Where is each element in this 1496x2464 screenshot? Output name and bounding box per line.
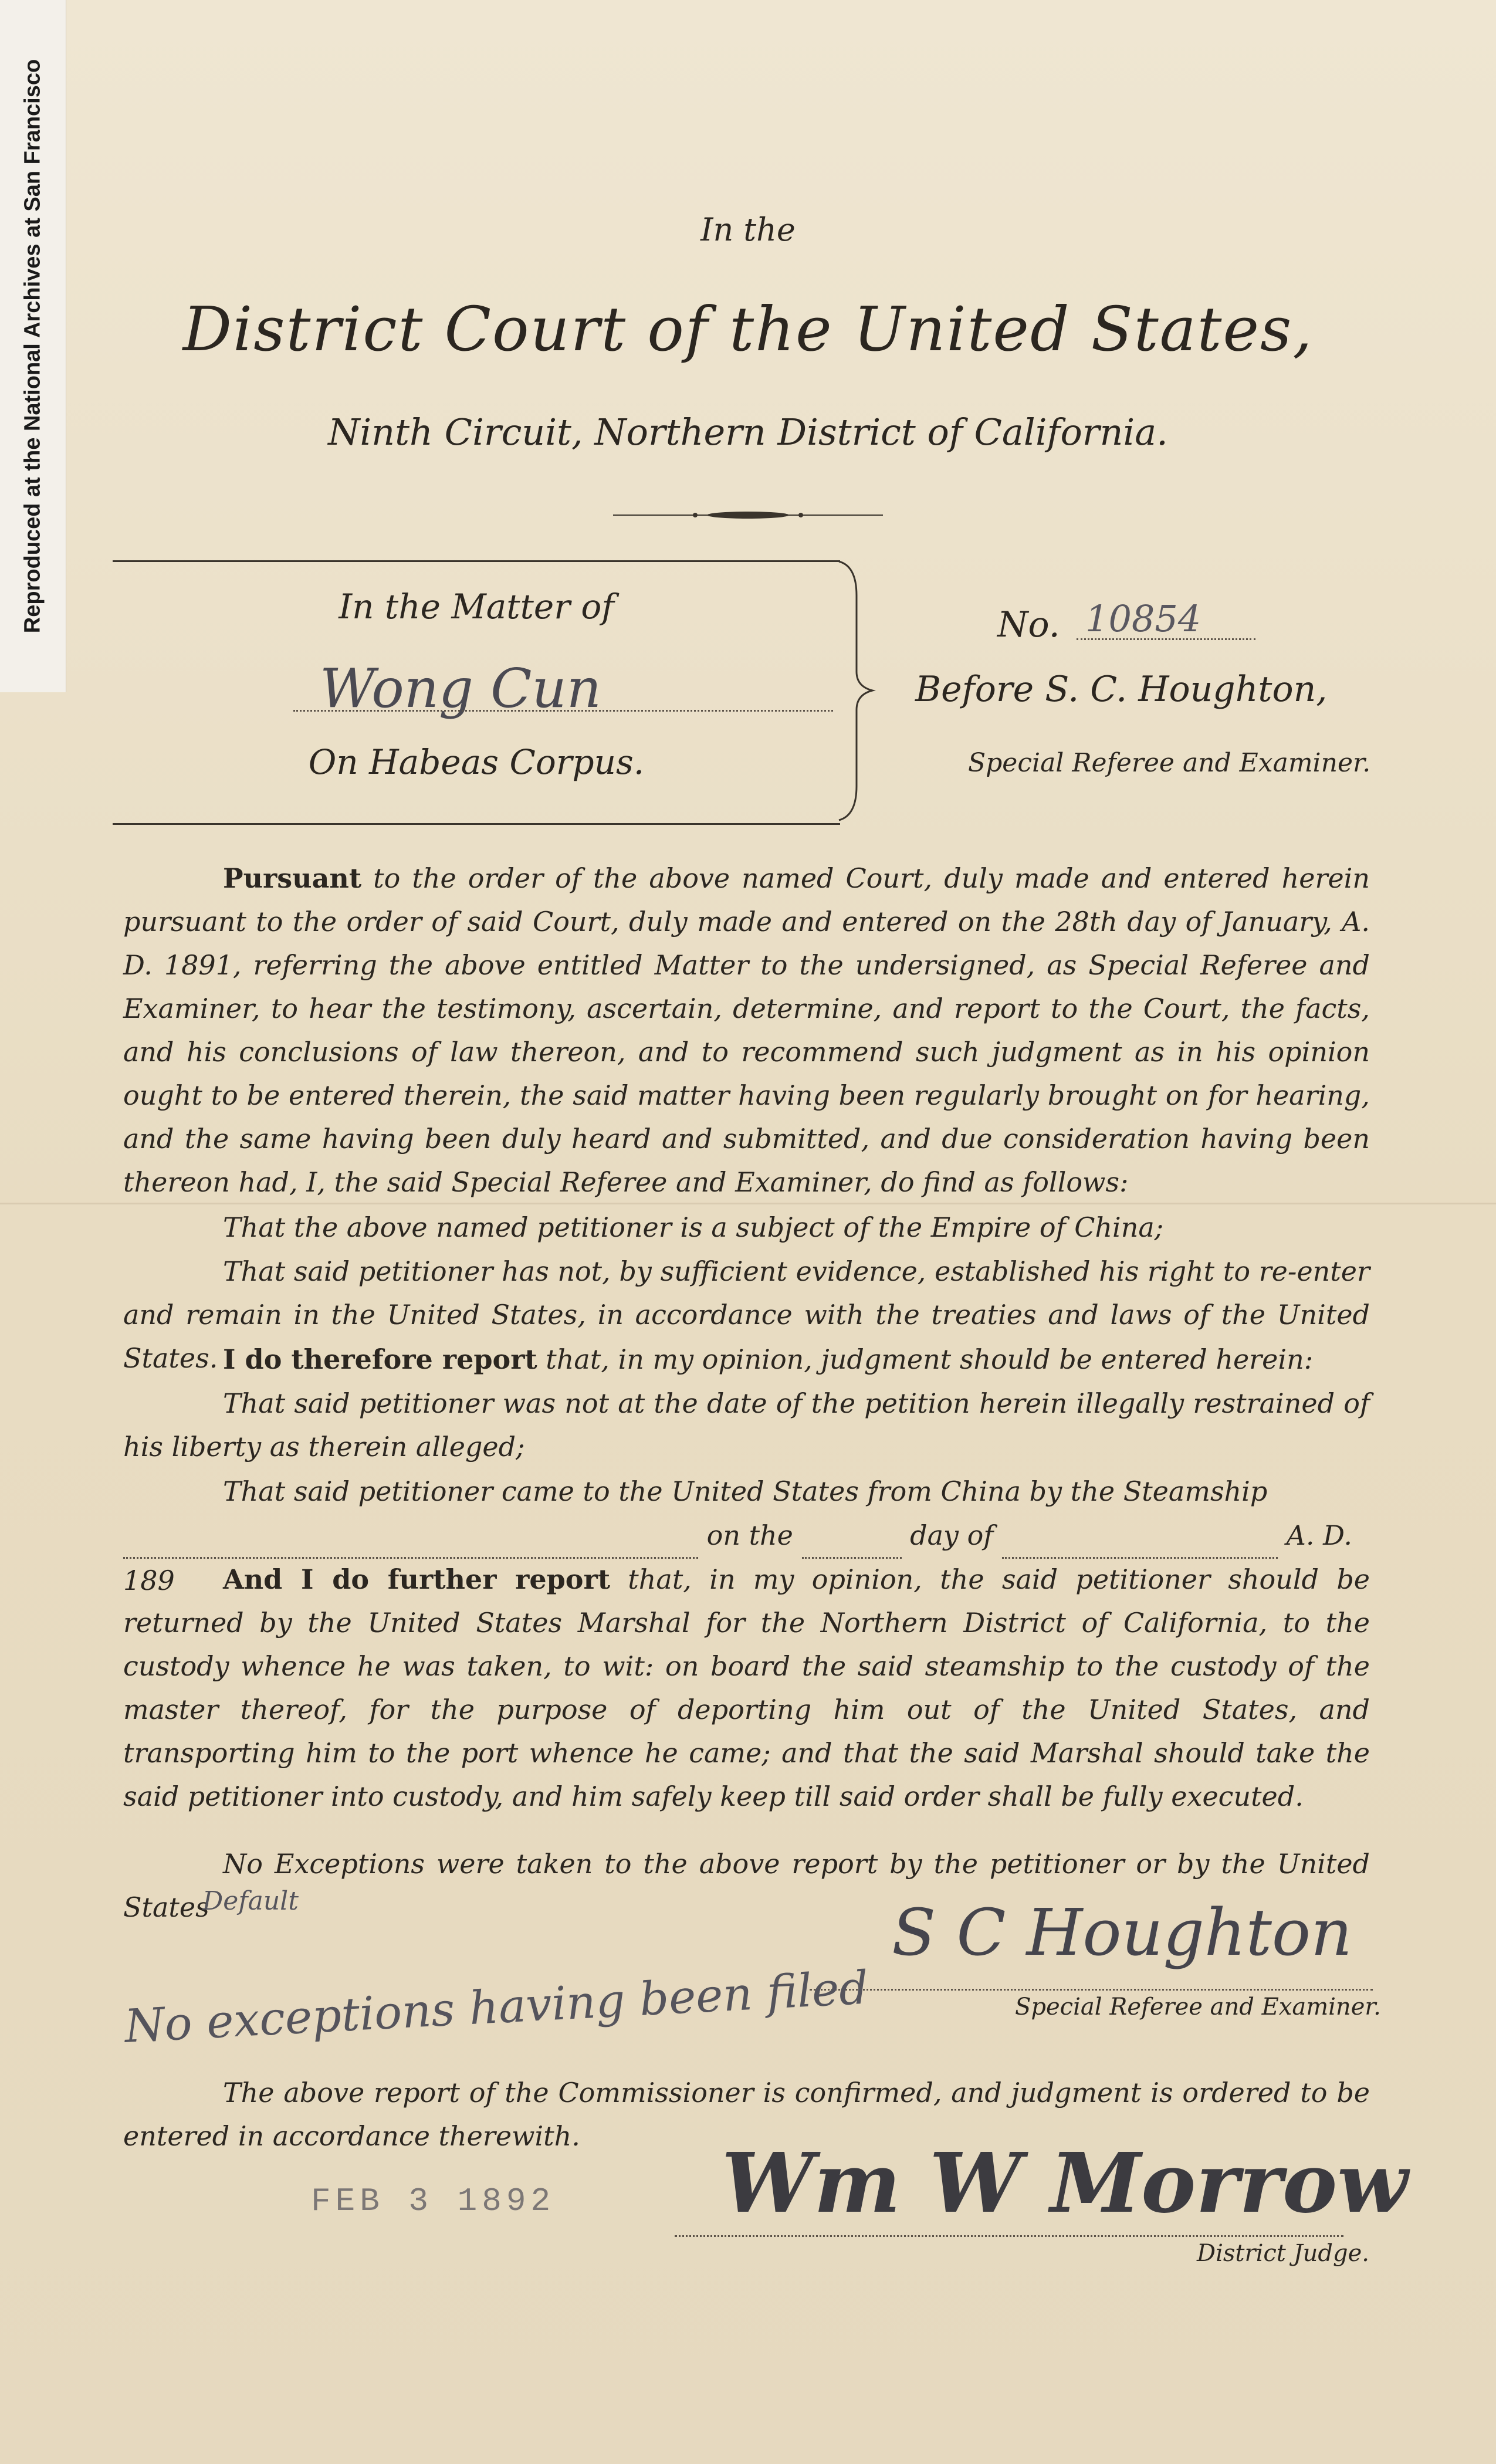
report-text: that, in my opinion, judgment should be entered herein: (546, 1343, 1314, 1375)
case-number-label: No. (997, 604, 1060, 645)
confirmation-order: The above report of the Commissioner is confirmed, and judgment is ordered to be entered in accordance therewith. (123, 2077, 1370, 2152)
on-the-label: on the (706, 1519, 793, 1551)
matter-label: In the Matter of (339, 587, 614, 627)
report-item-2-text: That said petitioner came to the United States from China by the Steamship (223, 1475, 1268, 1507)
caption-brace (836, 560, 877, 821)
exceptions-line: No Exceptions were taken to the above report by the petitioner or by the United States (123, 1848, 1370, 1923)
report-lead: I do therefore report (223, 1343, 537, 1375)
ad-year-label: A. D. 189 (123, 1519, 1352, 1596)
further-report-paragraph (123, 1558, 1370, 1818)
petitioner-name-handwritten: Wong Cun (320, 657, 601, 720)
header-in-the: In the (700, 211, 796, 248)
day-blank (802, 1514, 902, 1559)
judge-signature: Wm W Morrow (722, 2135, 1408, 2232)
archive-notice: Reproduced at the National Archives at San Francisco (20, 59, 45, 634)
finding-1: That the above named petitioner is a subject of the Empire of China; (223, 1211, 1164, 1243)
petitioner-name-line (293, 710, 833, 712)
report-item-1: That said petitioner was not at the date of the petition herein illegally restrained of his liberty as therein alleged; (123, 1387, 1370, 1463)
findings-paragraph (123, 857, 1370, 1204)
referee-title: Special Referee and Examiner. (968, 748, 1371, 778)
default-handwritten: Default (202, 1886, 299, 1916)
month-blank (1002, 1514, 1278, 1559)
judge-signature-line (675, 2235, 1343, 2237)
findings-text: to the order of the above named Court, duly made and entered herein pursuant to the order of said Court, duly made and entered on the 28th day of January, A. D. 1891, referring the above entitled Matter to the undersigned, as Special Referee and Examiner, to hear the testimony, ascertain, determine, and report to the Court, the facts, and his conclusions of law thereon, and to recommend such judgment as in his opinion ought to be entered therein, the said matter having been regularly brought on for hearing, and the same having been duly heard and submitted, and due consideration having been thereon had, I, the said Special Referee and Examiner, do find as follows: (123, 862, 1370, 1198)
finding-2: That said petitioner has not, by sufficient evidence, established his right to re-enter and remain in the United States, in accordance with the treaties and laws of the United States. (123, 1255, 1370, 1374)
circuit-line: Ninth Circuit, Northern District of California. (328, 411, 1168, 453)
day-of-label: day of (910, 1519, 994, 1551)
referee-signature-title: Special Referee and Examiner. (1015, 1993, 1381, 2020)
pursuant-lead: Pursuant (223, 862, 362, 894)
judge-title: District Judge. (1197, 2240, 1369, 2267)
ornament-divider (613, 509, 883, 521)
case-number-value: 10854 (1085, 597, 1201, 640)
habeas-corpus-label: On Habeas Corpus. (308, 742, 645, 782)
case-number-line (1077, 638, 1255, 640)
steamship-blank (123, 1514, 698, 1559)
court-title: District Court of the United States, (182, 293, 1314, 365)
further-report-text: that, in my opinion, the said petitioner should be returned by the United States Marshal for the Northern District of California, to the custody whence he was taken, to wit: on board the said steamship to the custody of the master thereof, for the purpose of deporting him out of the United States, and transporting him to the port whence he came; and that the said Marshal should take the said petitioner into custody, and him safely keep till said order shall be fully executed. (123, 1563, 1370, 1812)
filed-date-stamp: FEB 3 1892 (311, 2182, 556, 2220)
report-paragraph (123, 1338, 1370, 1381)
before-referee: Before S. C. Houghton, (915, 669, 1328, 710)
no-exceptions-handwritten-note: No exceptions having been filed (123, 1961, 870, 2053)
further-report-lead: And I do further report (223, 1563, 610, 1595)
report-item-2 (123, 1470, 1370, 1513)
referee-signature-line (810, 1989, 1373, 1991)
referee-signature: S C Houghton (892, 1895, 1352, 1970)
